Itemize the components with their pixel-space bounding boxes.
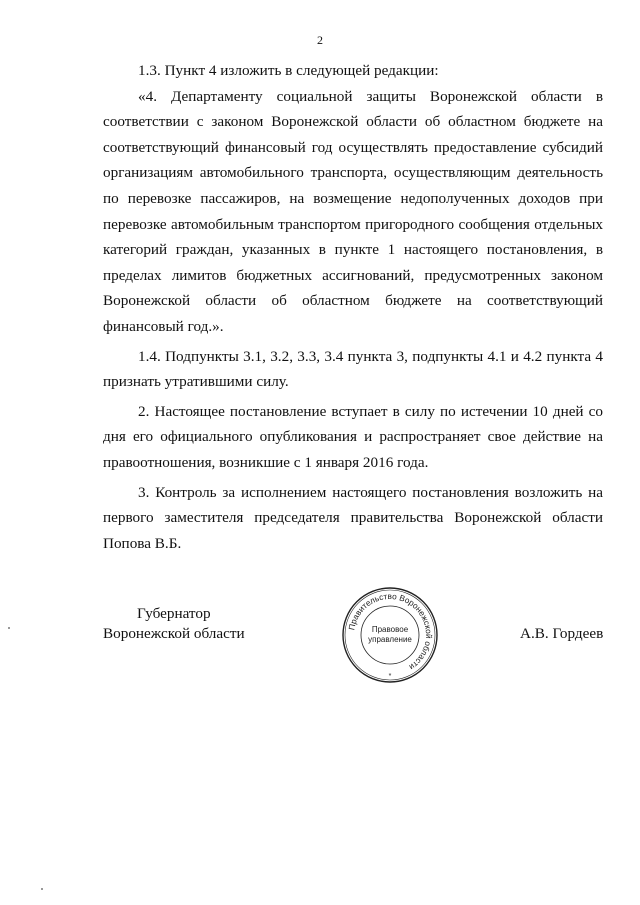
- paragraph-4-line: соответствии с законом Воронежской области об областном бюджете на: [103, 113, 603, 131]
- stamp-inner-line1: Правовое: [371, 625, 409, 634]
- paragraph-3-line: 3. Контроль за исполнением настоящего постановления возложить на: [138, 483, 603, 501]
- paragraph-2-line: правоотношения, возникшие с 1 января 2016 года.: [103, 453, 429, 471]
- stamp-star: *: [388, 673, 392, 680]
- official-stamp: [340, 585, 440, 685]
- signature-region: Воронежской области: [103, 625, 245, 642]
- stamp-ring-text: Правительство Воронежской области: [346, 590, 435, 673]
- page-number: 2: [317, 33, 323, 47]
- paragraph-4-line: «4. Департаменту социальной защиты Воронежской области в: [138, 87, 603, 105]
- scan-mark: [41, 888, 43, 890]
- paragraph-4-line: по перевозке пассажиров, на возмещение недополученных доходов при: [103, 189, 603, 207]
- paragraph-4-line: категорий граждан, указанных в пункте 1 настоящего постановления, в: [103, 241, 603, 259]
- paragraph-1-4-line: признать утратившими силу.: [103, 373, 289, 391]
- paragraph-4-line: Воронежской области об областном бюджете на соответствующий: [103, 292, 603, 310]
- paragraph-3-line: первого заместителя председателя правительства Воронежской области: [103, 509, 603, 527]
- paragraph-1-3: 1.3. Пункт 4 изложить в следующей редакции:: [138, 62, 439, 79]
- paragraph-3-line: Попова В.Б.: [103, 534, 182, 552]
- signature-position: Губернатор: [137, 605, 211, 622]
- paragraph-4-line: организациям автомобильного транспорта, осуществляющим деятельность: [103, 164, 603, 182]
- paragraph-1-4-line: 1.4. Подпункты 3.1, 3.2, 3.3, 3.4 пункта 3, подпункты 4.1 и 4.2 пункта 4: [138, 347, 603, 365]
- paragraph-2-line: 2. Настоящее постановление вступает в силу по истечении 10 дней со: [138, 402, 603, 420]
- scan-mark: [8, 627, 10, 629]
- paragraph-4-line: пределах лимитов бюджетных ассигнований, предусмотренных законом: [103, 266, 603, 284]
- paragraph-2-line: дня его официального опубликования и распространяет свое действие на: [103, 428, 603, 446]
- stamp-inner-line2: управление: [368, 635, 412, 644]
- paragraph-4-line: перевозке автомобильным транспортом пригородного сообщения отдельных: [103, 215, 603, 233]
- document-body: [103, 58, 603, 556]
- paragraph-4-line: соответствующий финансовый год осуществлять предоставление субсидий: [103, 138, 603, 156]
- signature-name: А.В. Гордеев: [520, 625, 604, 642]
- paragraph-4-line: финансовый год.».: [103, 317, 224, 335]
